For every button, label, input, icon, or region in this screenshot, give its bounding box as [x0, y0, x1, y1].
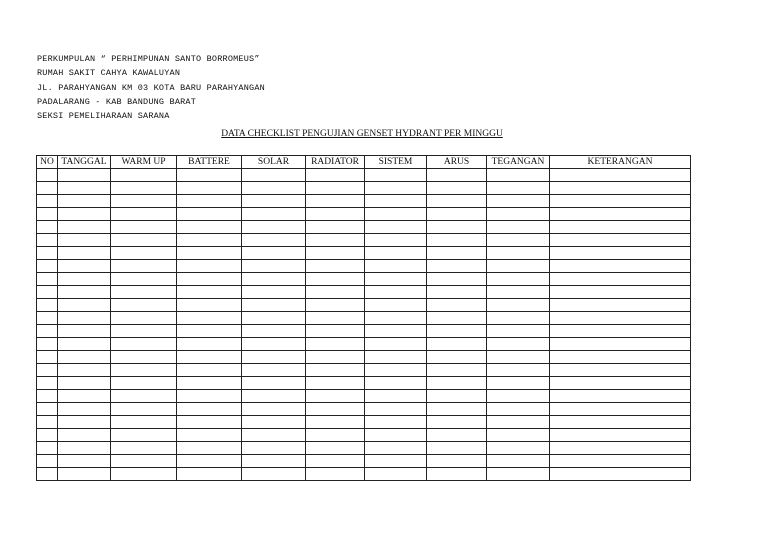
table-cell: [177, 221, 242, 234]
table-cell: [550, 312, 691, 325]
table-cell: [37, 416, 58, 429]
table-cell: [58, 403, 111, 416]
table-cell: [427, 312, 487, 325]
table-cell: [242, 260, 306, 273]
table-cell: [177, 455, 242, 468]
table-row: [37, 299, 691, 312]
table-row: [37, 377, 691, 390]
table-cell: [550, 377, 691, 390]
column-header-keterangan: KETERANGAN: [550, 156, 691, 169]
column-header-arus: ARUS: [427, 156, 487, 169]
table-cell: [306, 169, 365, 182]
table-cell: [37, 299, 58, 312]
table-row: [37, 429, 691, 442]
table-cell: [550, 260, 691, 273]
table-cell: [306, 364, 365, 377]
table-cell: [242, 182, 306, 195]
table-cell: [242, 403, 306, 416]
table-cell: [550, 273, 691, 286]
table-cell: [306, 455, 365, 468]
table-cell: [427, 468, 487, 481]
table-cell: [365, 234, 427, 247]
table-cell: [550, 208, 691, 221]
table-row: [37, 247, 691, 260]
table-cell: [111, 260, 177, 273]
table-cell: [306, 403, 365, 416]
table-row: [37, 182, 691, 195]
table-cell: [487, 273, 550, 286]
table-cell: [111, 429, 177, 442]
table-cell: [58, 208, 111, 221]
table-cell: [58, 338, 111, 351]
table-cell: [306, 234, 365, 247]
table-cell: [37, 195, 58, 208]
table-cell: [242, 286, 306, 299]
table-cell: [58, 299, 111, 312]
table-cell: [58, 390, 111, 403]
table-cell: [242, 325, 306, 338]
table-cell: [111, 364, 177, 377]
header-line-hospital: RUMAH SAKIT CAHYA KAWALUYAN: [37, 68, 181, 79]
table-cell: [177, 468, 242, 481]
table-cell: [177, 377, 242, 390]
table-cell: [58, 234, 111, 247]
table-cell: [365, 455, 427, 468]
table-cell: [427, 299, 487, 312]
table-cell: [550, 221, 691, 234]
table-cell: [177, 234, 242, 247]
table-cell: [365, 468, 427, 481]
table-cell: [177, 442, 242, 455]
table-cell: [242, 221, 306, 234]
table-cell: [111, 377, 177, 390]
table-cell: [487, 442, 550, 455]
table-cell: [306, 221, 365, 234]
table-cell: [177, 182, 242, 195]
table-cell: [427, 338, 487, 351]
table-cell: [37, 208, 58, 221]
table-cell: [427, 455, 487, 468]
table-cell: [111, 442, 177, 455]
table-cell: [37, 364, 58, 377]
table-cell: [177, 195, 242, 208]
table-cell: [487, 260, 550, 273]
table-cell: [550, 325, 691, 338]
table-cell: [37, 312, 58, 325]
table-cell: [58, 416, 111, 429]
table-cell: [487, 468, 550, 481]
table-cell: [37, 455, 58, 468]
table-cell: [427, 377, 487, 390]
table-cell: [242, 455, 306, 468]
table-cell: [177, 247, 242, 260]
table-cell: [242, 169, 306, 182]
table-cell: [306, 468, 365, 481]
table-cell: [306, 390, 365, 403]
header-line-city: PADALARANG - KAB BANDUNG BARAT: [37, 96, 197, 107]
table-cell: [306, 312, 365, 325]
table-row: [37, 260, 691, 273]
table-cell: [242, 234, 306, 247]
table-row: [37, 364, 691, 377]
table-cell: [487, 208, 550, 221]
table-cell: [37, 377, 58, 390]
table-row: [37, 169, 691, 182]
table-cell: [242, 468, 306, 481]
table-cell: [487, 325, 550, 338]
table-cell: [111, 455, 177, 468]
table-cell: [177, 286, 242, 299]
table-cell: [427, 351, 487, 364]
organization-header: [37, 52, 265, 123]
table-cell: [365, 416, 427, 429]
table-row: [37, 442, 691, 455]
table-cell: [427, 208, 487, 221]
table-cell: [111, 221, 177, 234]
table-cell: [111, 247, 177, 260]
table-cell: [306, 429, 365, 442]
table-cell: [242, 299, 306, 312]
table-cell: [365, 312, 427, 325]
table-cell: [177, 299, 242, 312]
table-cell: [487, 312, 550, 325]
table-cell: [550, 169, 691, 182]
table-cell: [365, 390, 427, 403]
table-cell: [550, 286, 691, 299]
table-cell: [58, 442, 111, 455]
table-cell: [37, 468, 58, 481]
table-cell: [111, 325, 177, 338]
table-cell: [177, 416, 242, 429]
table-row: [37, 312, 691, 325]
table-cell: [111, 312, 177, 325]
table-cell: [242, 247, 306, 260]
table-cell: [37, 351, 58, 364]
table-cell: [550, 468, 691, 481]
table-cell: [58, 221, 111, 234]
column-header-tegangan: TEGANGAN: [487, 156, 550, 169]
table-cell: [242, 429, 306, 442]
table-cell: [487, 234, 550, 247]
table-cell: [427, 260, 487, 273]
table-cell: [177, 325, 242, 338]
table-cell: [242, 195, 306, 208]
table-cell: [111, 273, 177, 286]
table-cell: [550, 299, 691, 312]
table-row: [37, 403, 691, 416]
table-cell: [242, 273, 306, 286]
table-cell: [550, 195, 691, 208]
table-cell: [37, 429, 58, 442]
table-cell: [37, 338, 58, 351]
table-cell: [427, 364, 487, 377]
header-line-section: SEKSI PEMELIHARAAN SARANA: [37, 111, 170, 122]
table-cell: [111, 390, 177, 403]
table-cell: [365, 195, 427, 208]
table-row: [37, 416, 691, 429]
table-cell: [365, 325, 427, 338]
table-cell: [242, 377, 306, 390]
table-cell: [242, 312, 306, 325]
table-cell: [365, 429, 427, 442]
table-cell: [365, 403, 427, 416]
table-cell: [427, 429, 487, 442]
table-cell: [306, 338, 365, 351]
table-cell: [111, 286, 177, 299]
table-cell: [177, 403, 242, 416]
table-cell: [111, 403, 177, 416]
table-cell: [37, 182, 58, 195]
table-cell: [306, 273, 365, 286]
table-cell: [427, 325, 487, 338]
table-cell: [58, 377, 111, 390]
table-cell: [37, 442, 58, 455]
table-cell: [550, 182, 691, 195]
column-header-battere: BATTERE: [177, 156, 242, 169]
table-row: [37, 325, 691, 338]
table-cell: [365, 221, 427, 234]
table-cell: [177, 169, 242, 182]
table-cell: [487, 351, 550, 364]
table-row: [37, 390, 691, 403]
table-cell: [37, 286, 58, 299]
table-cell: [242, 338, 306, 351]
table-cell: [487, 403, 550, 416]
table-cell: [242, 442, 306, 455]
table-row: [37, 208, 691, 221]
table-cell: [111, 338, 177, 351]
table-cell: [487, 182, 550, 195]
table-cell: [58, 455, 111, 468]
table-cell: [177, 260, 242, 273]
checklist-table: [36, 155, 691, 481]
table-cell: [550, 455, 691, 468]
table-cell: [427, 195, 487, 208]
table-cell: [427, 169, 487, 182]
table-cell: [427, 390, 487, 403]
column-header-solar: SOLAR: [242, 156, 306, 169]
table-cell: [306, 442, 365, 455]
table-cell: [177, 273, 242, 286]
table-cell: [58, 182, 111, 195]
table-cell: [58, 312, 111, 325]
table-cell: [427, 182, 487, 195]
table-cell: [58, 169, 111, 182]
table-cell: [58, 325, 111, 338]
table-cell: [427, 286, 487, 299]
table-cell: [306, 260, 365, 273]
table-cell: [365, 351, 427, 364]
table-cell: [242, 351, 306, 364]
table-cell: [58, 273, 111, 286]
table-cell: [365, 364, 427, 377]
column-header-no: NO: [37, 156, 58, 169]
table-cell: [306, 247, 365, 260]
table-cell: [37, 169, 58, 182]
table-cell: [487, 455, 550, 468]
table-cell: [111, 182, 177, 195]
column-header-tanggal: TANGGAL: [58, 156, 111, 169]
table-cell: [111, 169, 177, 182]
table-cell: [365, 182, 427, 195]
table-cell: [487, 364, 550, 377]
table-row: [37, 468, 691, 481]
table-cell: [427, 247, 487, 260]
table-cell: [550, 364, 691, 377]
header-line-organization: PERKUMPULAN “ PERHIMPUNAN SANTO BORROMEUS”: [37, 54, 260, 64]
table-cell: [427, 273, 487, 286]
table-cell: [550, 429, 691, 442]
column-header-warm-up: WARM UP: [111, 156, 177, 169]
table-cell: [37, 221, 58, 234]
table-cell: [37, 390, 58, 403]
table-cell: [111, 416, 177, 429]
table-cell: [487, 286, 550, 299]
table-cell: [242, 364, 306, 377]
table-cell: [365, 169, 427, 182]
table-cell: [365, 377, 427, 390]
table-body: [37, 169, 691, 481]
table-cell: [242, 416, 306, 429]
table-cell: [111, 234, 177, 247]
table-header-row: [37, 156, 691, 169]
table-cell: [427, 234, 487, 247]
table-cell: [306, 325, 365, 338]
table-cell: [487, 377, 550, 390]
table-cell: [306, 377, 365, 390]
table-cell: [58, 468, 111, 481]
table-cell: [177, 351, 242, 364]
table-row: [37, 338, 691, 351]
table-cell: [365, 299, 427, 312]
table-cell: [487, 221, 550, 234]
column-header-radiator: RADIATOR: [306, 156, 365, 169]
table-row: [37, 221, 691, 234]
table-cell: [177, 338, 242, 351]
table-row: [37, 286, 691, 299]
table-cell: [111, 468, 177, 481]
table-cell: [487, 299, 550, 312]
table-cell: [37, 260, 58, 273]
table-cell: [427, 442, 487, 455]
table-cell: [550, 403, 691, 416]
table-cell: [365, 247, 427, 260]
table-cell: [177, 364, 242, 377]
table-cell: [37, 403, 58, 416]
table-cell: [37, 273, 58, 286]
table-cell: [427, 403, 487, 416]
table-cell: [365, 260, 427, 273]
table-cell: [487, 169, 550, 182]
table-cell: [487, 416, 550, 429]
table-cell: [365, 442, 427, 455]
table-row: [37, 351, 691, 364]
table-cell: [487, 429, 550, 442]
table-cell: [37, 234, 58, 247]
table-cell: [306, 182, 365, 195]
table-cell: [111, 299, 177, 312]
table-cell: [427, 416, 487, 429]
table-cell: [550, 338, 691, 351]
table-cell: [306, 208, 365, 221]
table-cell: [487, 247, 550, 260]
table-cell: [550, 390, 691, 403]
table-cell: [427, 221, 487, 234]
table-row: [37, 273, 691, 286]
table-row: [37, 455, 691, 468]
table-cell: [111, 195, 177, 208]
table-cell: [58, 247, 111, 260]
table-row: [37, 234, 691, 247]
table-cell: [550, 351, 691, 364]
table-cell: [58, 351, 111, 364]
table-cell: [242, 390, 306, 403]
column-header-sistem: SISTEM: [365, 156, 427, 169]
table-cell: [58, 195, 111, 208]
table-cell: [365, 338, 427, 351]
table-cell: [365, 286, 427, 299]
table-cell: [242, 208, 306, 221]
table-cell: [550, 247, 691, 260]
table-cell: [365, 273, 427, 286]
table-cell: [487, 195, 550, 208]
table-cell: [177, 208, 242, 221]
table-cell: [37, 247, 58, 260]
document-title: DATA CHECKLIST PENGUJIAN GENSET HYDRANT PER MINGGU: [221, 129, 503, 139]
table-cell: [177, 312, 242, 325]
table-cell: [177, 429, 242, 442]
header-line-address: JL. PARAHYANGAN KM 03 KOTA BARU PARAHYANGAN: [37, 82, 265, 93]
table-cell: [487, 390, 550, 403]
table-cell: [306, 351, 365, 364]
table-cell: [306, 299, 365, 312]
table-cell: [58, 364, 111, 377]
table-row: [37, 195, 691, 208]
table-cell: [111, 351, 177, 364]
table-cell: [487, 338, 550, 351]
table-cell: [111, 208, 177, 221]
table-cell: [306, 195, 365, 208]
table-cell: [550, 234, 691, 247]
table-cell: [550, 416, 691, 429]
table-cell: [58, 286, 111, 299]
table-cell: [550, 442, 691, 455]
table-cell: [306, 286, 365, 299]
table-cell: [177, 390, 242, 403]
table-cell: [58, 260, 111, 273]
table-cell: [365, 208, 427, 221]
table-cell: [306, 416, 365, 429]
table-cell: [58, 429, 111, 442]
table-cell: [37, 325, 58, 338]
